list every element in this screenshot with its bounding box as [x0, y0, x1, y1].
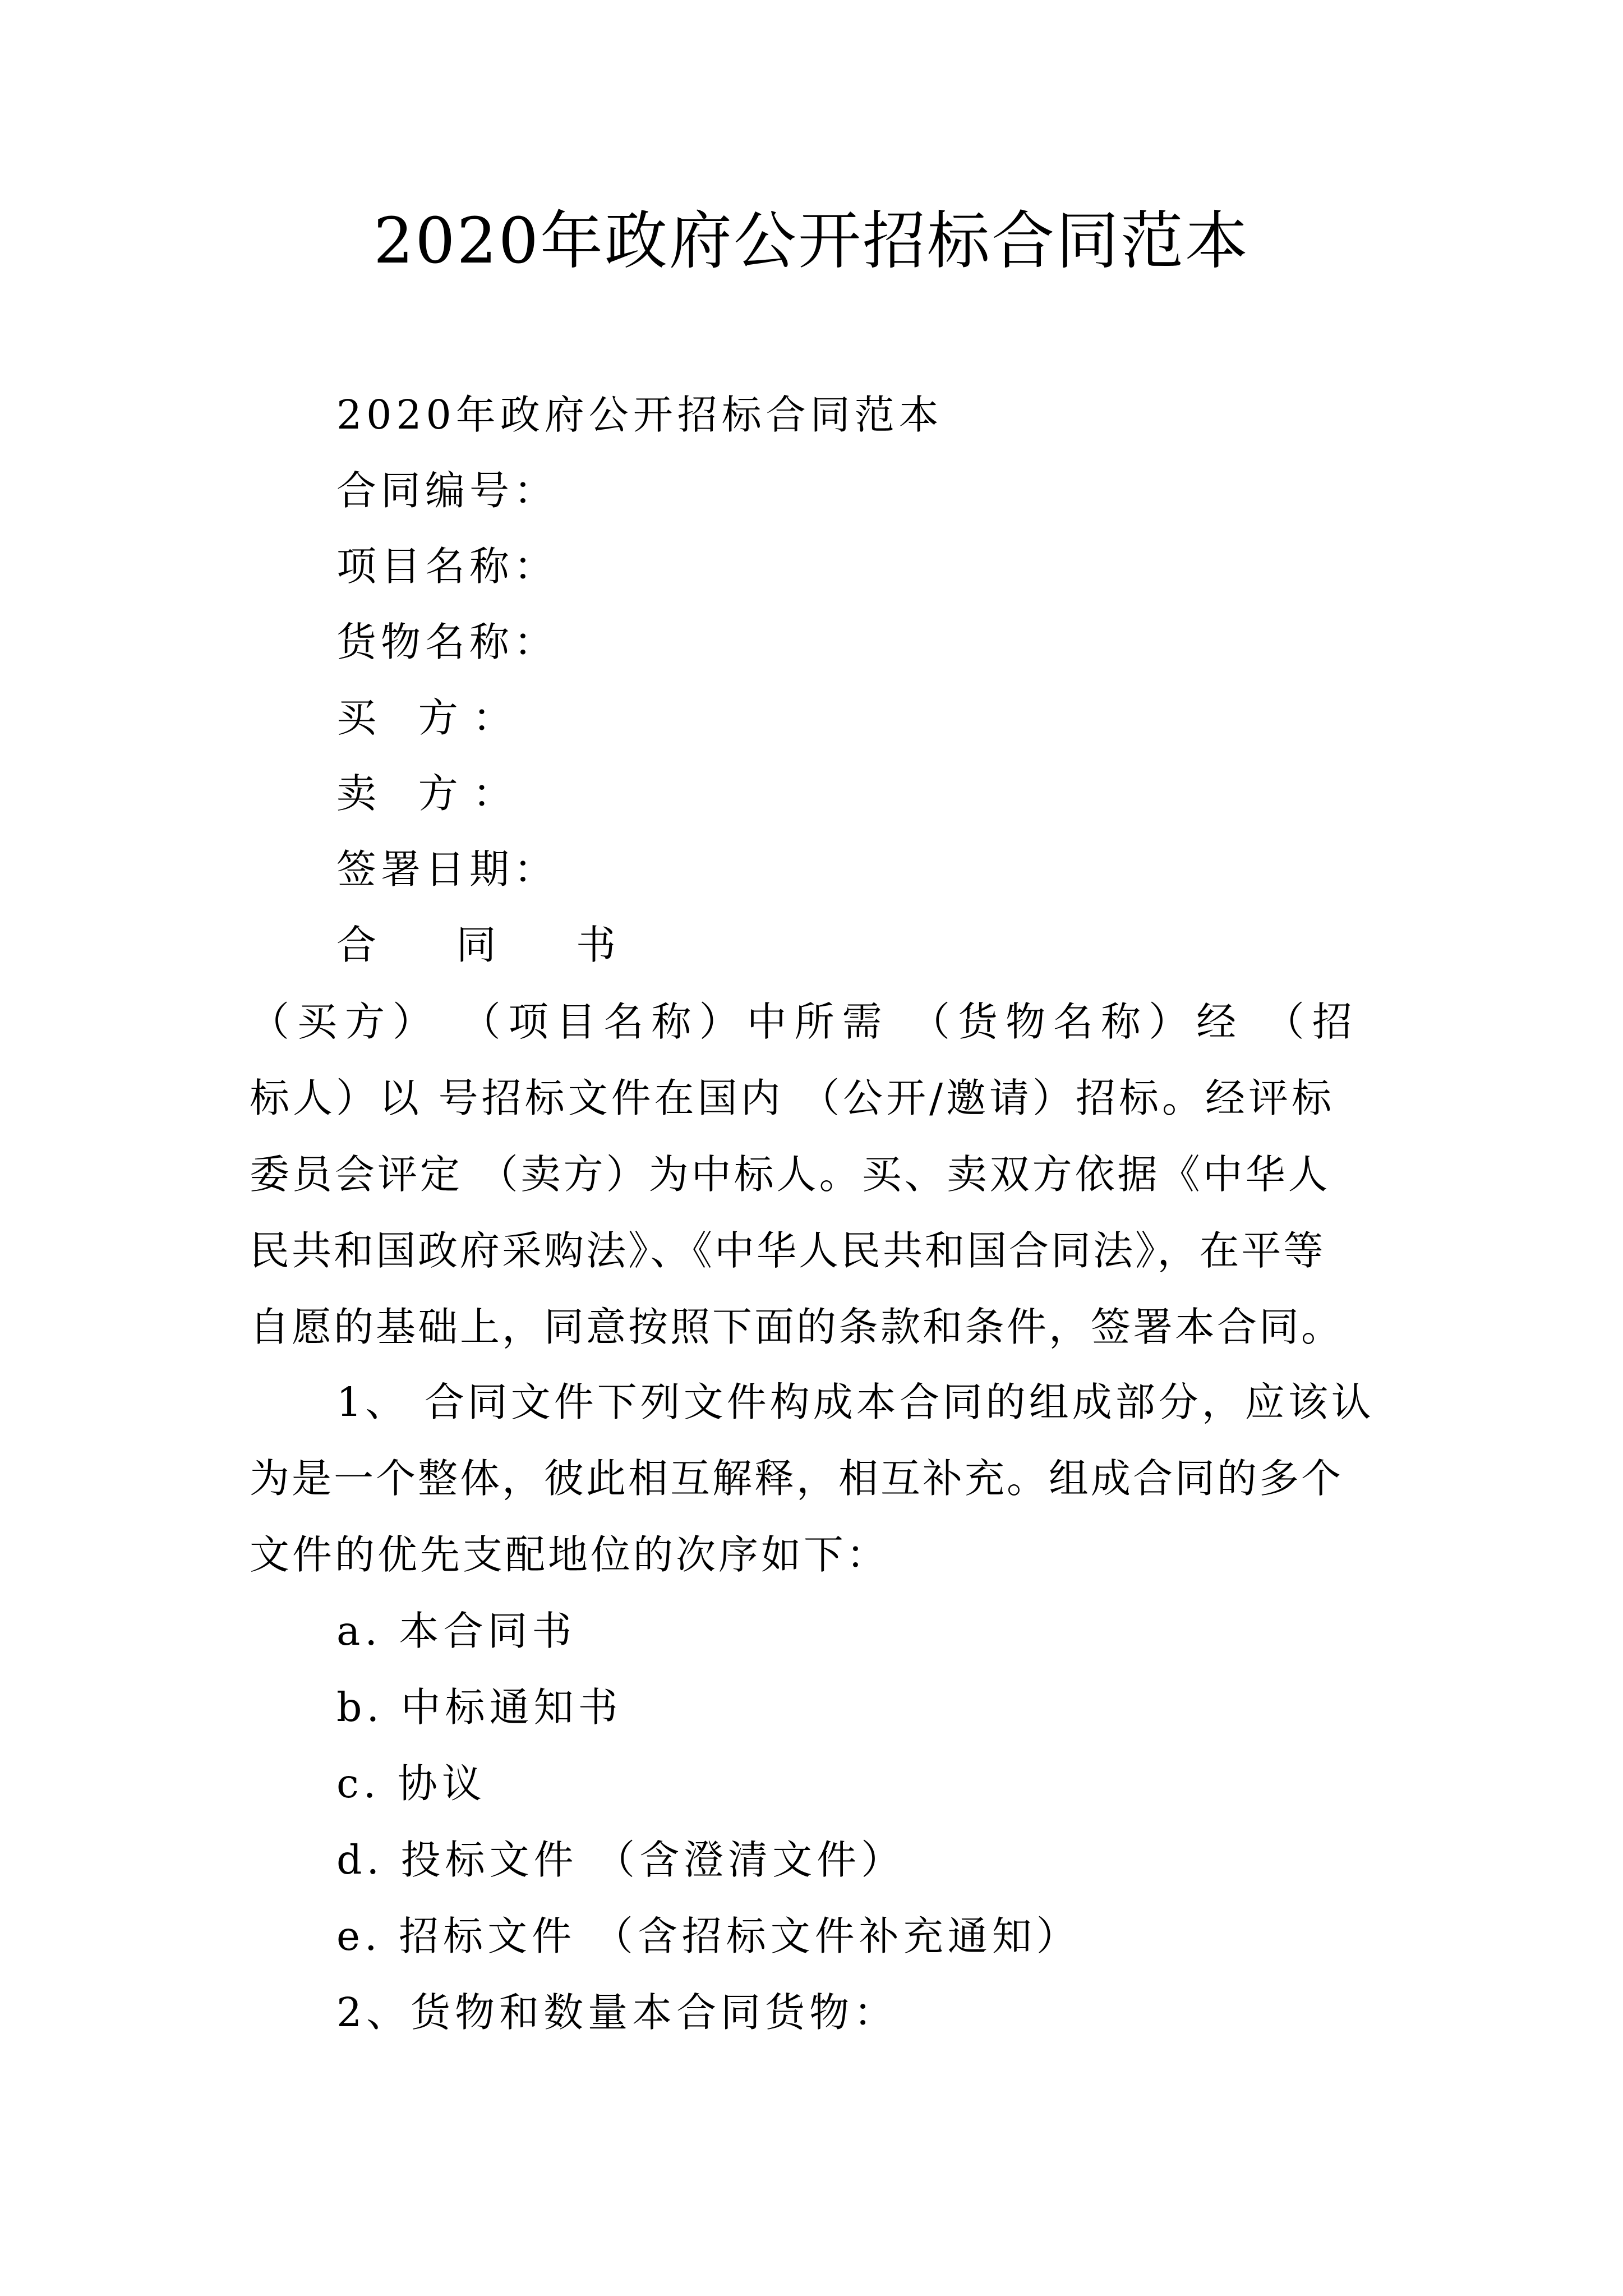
paragraph-line: 文件的优先支配地位的次序如下：	[250, 1531, 889, 1578]
document-title: 2020年政府公开招标合同范本	[373, 205, 1250, 278]
paragraph-line: 为是一个整体，彼此相互解释，相互补充。组成合同的多个	[250, 1455, 1344, 1502]
signing-date-field: 签署日期：	[336, 846, 559, 892]
paragraph-line: （买方） （项目名称）中所需 （货物名称）经 （招	[250, 999, 1360, 1045]
list-item: b. 中标通知书	[336, 1684, 623, 1731]
paragraph-line: 民共和国政府采购法》、《中华人民共和国合同法》，在平等	[250, 1227, 1326, 1274]
goods-name-field: 货物名称：	[336, 619, 559, 665]
clause-2-line: 2、货物和数量本合同货物：	[336, 1989, 898, 2036]
subtitle-line: 2020年政府公开招标合同范本	[336, 392, 943, 438]
project-name-field: 项目名称：	[336, 543, 559, 590]
paragraph-line: 委员会评定 （卖方）为中标人。买、卖双方依据《中华人	[250, 1151, 1331, 1198]
list-item: d. 投标文件 （含澄清文件）	[336, 1837, 906, 1883]
list-item: c. 协议	[336, 1760, 486, 1807]
list-item: e. 招标文件 （含招标文件补充通知）	[336, 1913, 1081, 1959]
paragraph-line: 标人）以 号招标文件在国内 （公开/邀请）招标。经评标	[250, 1075, 1335, 1121]
buyer-field: 买 方：	[336, 694, 527, 741]
clause-1-line: 1、 合同文件下列文件构成本合同的组成部分，应该认	[336, 1379, 1375, 1425]
list-item: a. 本合同书	[336, 1608, 577, 1654]
section-heading: 合 同 书	[336, 922, 650, 968]
paragraph-line: 自愿的基础上，同意按照下面的条款和条件，签署本合同。	[250, 1304, 1344, 1350]
contract-number-field: 合同编号：	[336, 467, 559, 514]
seller-field: 卖 方：	[336, 770, 527, 817]
